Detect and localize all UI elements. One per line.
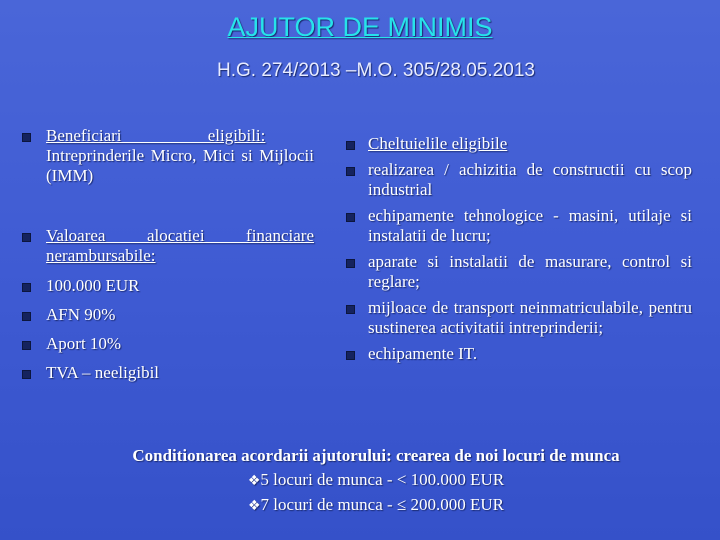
- tva-text: TVA – neeligibil: [46, 363, 160, 382]
- slide-title: AJUTOR DE MINIMIS: [227, 12, 493, 42]
- square-bullet-icon: [346, 351, 355, 360]
- list-item: [22, 363, 314, 383]
- beneficiari-heading: Beneficiari eligibili:: [46, 126, 266, 145]
- afn-text: AFN 90%: [46, 305, 116, 324]
- cost-item: aparate si instalatii de masurare, control si reglare;: [368, 252, 692, 291]
- list-item: [22, 334, 314, 354]
- valoarea-heading: Valoarea alocatiei financiare nerambursabile:: [46, 226, 314, 265]
- list-item: [344, 206, 692, 246]
- slide-subtitle: H.G. 274/2013 –M.O. 305/28.05.2013: [217, 60, 535, 81]
- job-line-text: 5 locuri de munca - < 100.000 EUR: [260, 470, 505, 489]
- square-bullet-icon: [22, 370, 31, 379]
- list-item: [22, 305, 314, 325]
- cost-item: realizarea / achizitia de constructii cu scop industrial: [368, 160, 692, 199]
- square-bullet-icon: [22, 283, 31, 292]
- list-item: [22, 126, 314, 186]
- square-bullet-icon: [22, 312, 31, 321]
- footer-section: [0, 444, 720, 518]
- right-column: [344, 134, 692, 364]
- square-bullet-icon: [346, 167, 355, 176]
- beneficiari-text: Intreprinderile Micro, Mici si Mijlocii (IMM): [46, 146, 314, 185]
- list-item: [344, 252, 692, 292]
- job-line: [0, 468, 720, 493]
- list-item: [344, 134, 692, 154]
- square-bullet-icon: [346, 259, 355, 268]
- aport-text: Aport 10%: [46, 334, 122, 353]
- eligible-costs-heading: Cheltuielile eligibile: [368, 134, 508, 153]
- job-line: [0, 493, 720, 518]
- left-column: [22, 126, 314, 383]
- square-bullet-icon: [346, 213, 355, 222]
- list-item: [22, 276, 314, 296]
- cost-item: echipamente IT.: [368, 344, 478, 363]
- list-item: [22, 226, 314, 266]
- square-bullet-icon: [22, 341, 31, 350]
- list-item: [344, 298, 692, 338]
- cost-item: echipamente tehnologice - masini, utilaje si instalatii de lucru;: [368, 206, 692, 245]
- square-bullet-icon: [346, 141, 355, 150]
- job-line-text: 7 locuri de munca - ≤ 200.000 EUR: [260, 495, 505, 514]
- diamond-bullet-icon: ❖: [247, 498, 261, 514]
- square-bullet-icon: [22, 233, 31, 242]
- list-item: [344, 344, 692, 364]
- square-bullet-icon: [22, 133, 31, 142]
- condition-text: Conditionarea acordarii ajutorului: crearea de noi locuri de munca: [132, 446, 620, 465]
- square-bullet-icon: [346, 305, 355, 314]
- amount-text: 100.000 EUR: [46, 276, 140, 295]
- cost-item: mijloace de transport neinmatriculabile, pentru sustinerea activitatii intreprinderii;: [368, 298, 692, 337]
- list-item: [344, 160, 692, 200]
- diamond-bullet-icon: ❖: [247, 473, 261, 489]
